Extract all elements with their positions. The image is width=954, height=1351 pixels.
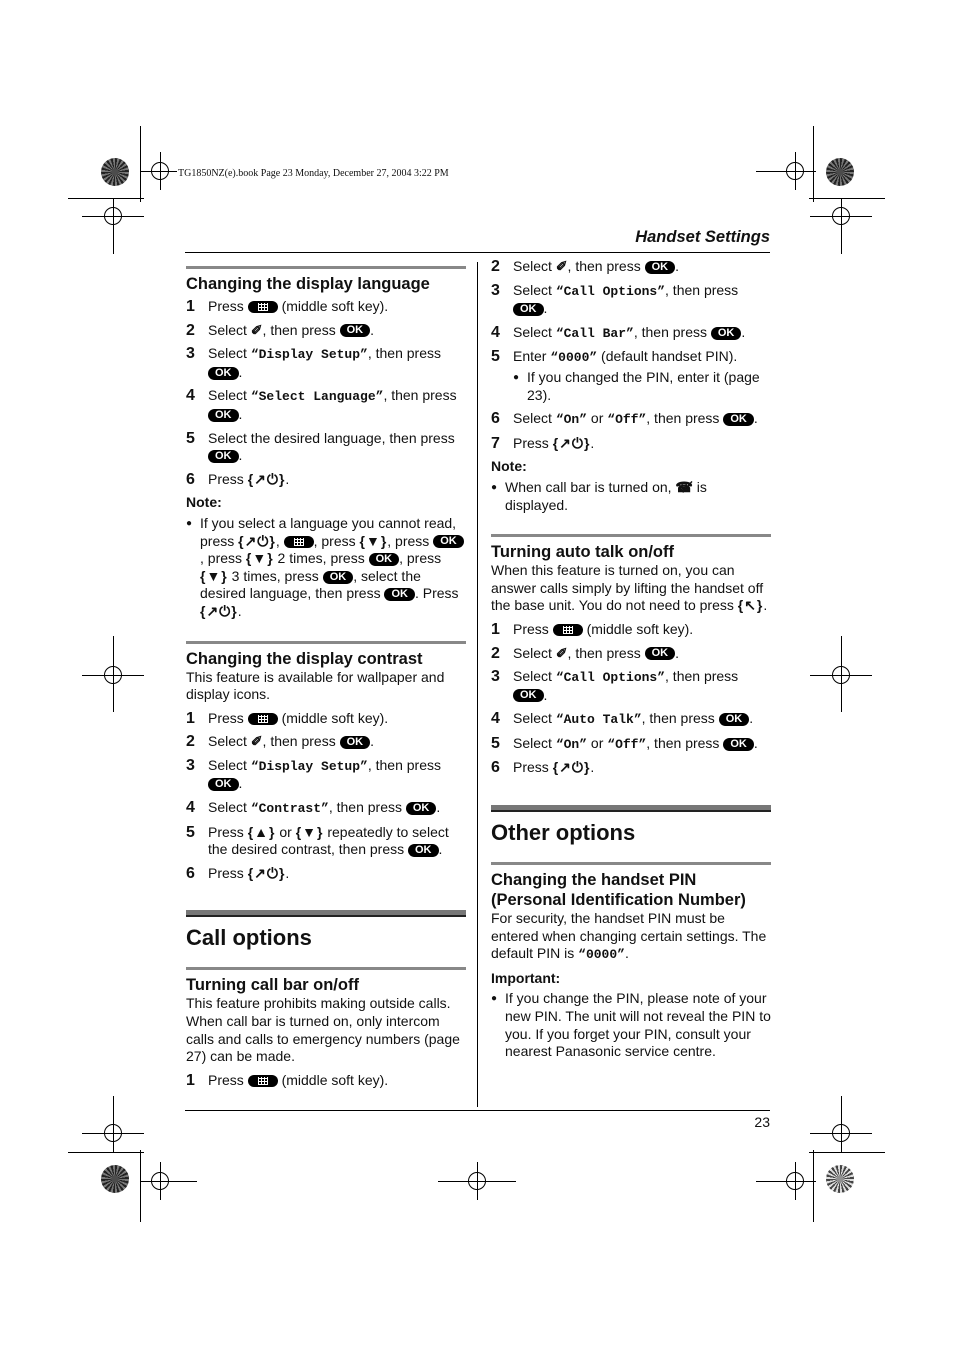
text: (middle soft key). [277, 298, 389, 314]
text: Select [513, 281, 556, 298]
step-number: 2 [491, 258, 500, 275]
bullet-text: If you changed the PIN, enter it (page 23). [527, 368, 760, 403]
menu-key-icon [284, 536, 314, 548]
step-text [513, 759, 771, 777]
step-text [208, 387, 466, 423]
text: or [275, 823, 296, 840]
text: . [590, 434, 595, 451]
text: Select [513, 668, 556, 685]
step-text [208, 710, 466, 728]
step [186, 733, 466, 751]
pin-value: “0000” [578, 947, 625, 963]
text: , then press [646, 410, 724, 427]
step [491, 435, 771, 453]
menu-item-name: “On” [555, 412, 588, 428]
text: , then press [328, 799, 406, 816]
ok-key-icon: OK [208, 409, 239, 422]
text: , then press [646, 734, 724, 751]
registration-disc-icon [826, 158, 854, 186]
down-key-icon: {▼} [245, 550, 274, 567]
text: , press [387, 532, 434, 549]
text: repeatedly to select the desired contrast, then press [208, 823, 449, 858]
ok-key-icon: OK [340, 736, 371, 749]
step-number: 3 [186, 756, 195, 774]
text: . [624, 945, 629, 962]
step [491, 258, 771, 276]
text: . [237, 602, 242, 619]
step [186, 865, 466, 883]
text: Press [513, 620, 553, 637]
running-head: Handset Settings [635, 228, 770, 246]
step [491, 668, 771, 704]
step-text [513, 668, 771, 704]
step-text [208, 471, 466, 489]
step-text [513, 282, 771, 318]
step-number: 4 [491, 323, 500, 341]
note-bullet [491, 479, 771, 514]
crosshair-line [160, 152, 161, 190]
menu-key-icon [248, 1075, 278, 1087]
talk-key-icon: {↖} [737, 597, 764, 614]
chapter-rule [186, 910, 466, 917]
text: , then press [641, 710, 719, 727]
ok-key-icon: OK [723, 738, 754, 751]
section-intro [491, 562, 771, 615]
step [491, 324, 771, 343]
ok-key-icon: OK [513, 689, 544, 702]
off-key-icon: {↗⏻} [247, 864, 286, 881]
text: . [438, 841, 443, 858]
ok-key-icon: OK [406, 802, 437, 815]
bullet-icon: ● [186, 517, 193, 529]
step-number: 3 [186, 345, 195, 363]
ok-key-icon: OK [723, 413, 754, 426]
step-number: 1 [186, 298, 195, 315]
step-text [208, 733, 466, 751]
step-number: 1 [186, 1071, 195, 1089]
crosshair-line [113, 198, 114, 254]
text: . [543, 686, 548, 703]
section-title: Changing the display language [186, 275, 430, 293]
text: Enter [513, 348, 551, 365]
section-rule [491, 534, 771, 537]
text: (middle soft key). [277, 1071, 389, 1088]
pin-value: “0000” [550, 350, 598, 366]
wrench-icon: ✐ [250, 321, 263, 338]
bullet-icon: ● [491, 481, 498, 493]
step-number: 2 [491, 644, 500, 662]
text: . [238, 405, 243, 422]
step-number: 6 [491, 410, 500, 428]
chapter-rule [491, 805, 771, 812]
text: . [675, 644, 679, 661]
off-key-icon: {↗⏻} [238, 532, 276, 549]
step [186, 1072, 466, 1090]
crop-mark [813, 126, 814, 202]
step [186, 710, 466, 728]
text: Select [513, 644, 556, 661]
text: (middle soft key). [582, 620, 694, 637]
ok-key-icon: OK [433, 535, 464, 548]
section-title: Changing the display contrast [186, 649, 423, 668]
step-text [208, 757, 466, 793]
crop-mark [68, 198, 144, 199]
text: , then press [665, 668, 739, 685]
text: Select [513, 323, 556, 340]
step-text [208, 322, 466, 340]
step [186, 430, 466, 465]
text: . [675, 258, 679, 274]
section-intro [491, 910, 771, 964]
text: . [285, 470, 290, 487]
text: When call bar is turned on, [505, 478, 676, 495]
menu-item-name: “On” [555, 736, 588, 752]
text: , press [399, 550, 442, 567]
text: . [238, 775, 243, 792]
text: . Press [414, 585, 459, 602]
call-bar-icon: ☎̸ [675, 478, 693, 495]
text: Press [208, 470, 248, 487]
crosshair-line [841, 636, 842, 712]
ok-key-icon: OK [208, 450, 239, 463]
step [491, 410, 771, 429]
step [186, 824, 466, 859]
step [491, 759, 771, 777]
text: is displayed. [505, 478, 707, 513]
step [491, 282, 771, 318]
step-text [208, 298, 466, 316]
text: . [749, 710, 754, 727]
right-column [491, 258, 771, 1067]
text: . [285, 864, 290, 881]
text: . [238, 363, 243, 380]
text: Select [208, 387, 251, 404]
text: 2 times, press [273, 550, 369, 567]
spacer [186, 888, 466, 910]
text: . [753, 734, 758, 751]
wrench-icon: ✐ [250, 733, 263, 750]
ok-key-icon: OK [408, 844, 439, 857]
step [186, 799, 466, 818]
menu-item-name: “Select Language” [250, 389, 384, 405]
text: Press [208, 864, 248, 881]
step [491, 710, 771, 729]
text: Press [208, 709, 248, 726]
section-rule [186, 266, 466, 269]
text: Select [513, 734, 556, 751]
step-number: 6 [186, 470, 195, 488]
ok-key-icon: OK [340, 324, 371, 337]
down-key-icon: {▼} [295, 823, 324, 840]
step-number: 2 [186, 321, 195, 339]
text: , [275, 532, 284, 549]
crosshair-line [756, 171, 816, 172]
section-title: Turning auto talk on/off [491, 543, 674, 562]
crosshair-line [141, 171, 177, 172]
text: , then press [367, 345, 441, 362]
step [186, 345, 466, 381]
note-text [505, 479, 771, 514]
step-text [513, 435, 771, 453]
step-number: 4 [491, 710, 500, 728]
menu-item-name: “Off” [607, 412, 647, 428]
step-number: 6 [186, 864, 195, 882]
text: Select [513, 258, 556, 274]
step-text [208, 824, 466, 859]
text: Select [208, 799, 251, 816]
off-key-icon: {↗⏻} [200, 602, 238, 619]
crosshair-line [841, 1096, 842, 1152]
step-text [513, 735, 771, 754]
step-text [513, 710, 771, 729]
section-title: Turning call bar on/off [186, 976, 359, 995]
ok-key-icon: OK [323, 571, 354, 584]
section-rule [186, 967, 466, 970]
crop-mark [809, 1152, 885, 1153]
important-label: Important: [491, 969, 561, 986]
step-number: 6 [491, 759, 500, 777]
step-bullet [491, 369, 771, 404]
ok-key-icon: OK [719, 713, 750, 726]
crosshair-line [141, 1181, 197, 1182]
menu-item-name: “Call Options” [555, 283, 666, 299]
ok-key-icon: OK [369, 553, 400, 566]
crosshair-line [477, 1162, 478, 1200]
text: , then press [262, 733, 340, 750]
step [491, 621, 771, 639]
section-title: Changing the handset PIN (Personal Identification Number) [491, 871, 746, 910]
spacer [186, 627, 466, 641]
menu-key-icon [553, 624, 583, 636]
text: , then press [633, 323, 711, 340]
step [186, 387, 466, 423]
step-number: 1 [491, 620, 500, 638]
text: 3 times, press [227, 567, 323, 584]
bullet-icon: ● [513, 371, 520, 383]
text: , then press [367, 756, 441, 773]
menu-key-icon [248, 301, 278, 313]
note-label: Note: [491, 458, 527, 475]
registration-disc-icon [826, 1165, 854, 1193]
ok-key-icon: OK [645, 261, 676, 274]
text: . [543, 300, 548, 317]
ok-key-icon: OK [208, 778, 239, 791]
up-key-icon: {▲} [247, 823, 276, 840]
step [491, 348, 771, 367]
crosshair-line [113, 1096, 114, 1152]
chapter-title: Call options [186, 925, 312, 951]
text: , then press [383, 387, 457, 404]
crosshair-line [795, 1162, 796, 1200]
chapter-title: Other options [491, 820, 636, 846]
text: Select [208, 733, 251, 750]
menu-item-name: “Off” [607, 736, 647, 752]
spacer [491, 520, 771, 534]
note-text [200, 515, 466, 621]
text: Select [513, 410, 556, 427]
left-column [186, 266, 466, 1095]
text: . [753, 410, 758, 427]
text: Select [513, 710, 556, 727]
step-text [513, 410, 771, 429]
text: . [590, 759, 595, 776]
ok-key-icon: OK [513, 303, 544, 316]
text: For security, the handset PIN must be entered when changing certain settings. The default PIN is [491, 910, 767, 962]
crosshair-line [756, 1181, 816, 1182]
step [186, 322, 466, 340]
note-label: Note: [186, 494, 222, 511]
step-number: 5 [186, 823, 195, 841]
down-key-icon: {▼} [200, 567, 228, 584]
crop-mark [809, 198, 885, 199]
crosshair-line [795, 152, 796, 190]
step-number: 1 [186, 709, 195, 727]
text: When this feature is turned on, you can answer calls simply by lifting the handset off the base unit. You do not need to press [491, 562, 764, 614]
text: . [741, 323, 746, 340]
page-number: 23 [754, 1114, 770, 1130]
menu-item-name: “Display Setup” [250, 758, 368, 774]
text: Select [208, 321, 251, 338]
section-rule [186, 641, 466, 644]
step-number: 2 [186, 733, 195, 751]
text: , then press [665, 281, 739, 298]
text: Select [208, 345, 251, 362]
ok-key-icon: OK [645, 647, 676, 660]
step-text [208, 865, 466, 883]
menu-key-icon [248, 713, 278, 725]
menu-item-name: “Call Options” [555, 670, 666, 686]
off-key-icon: {↗⏻} [247, 470, 286, 487]
bullet-text: If you change the PIN, please note of your new PIN. The unit will not reveal the PIN to you. If you forget your PIN, consult your nearest Panasonic service centre. [505, 990, 771, 1060]
ok-key-icon: OK [384, 588, 415, 601]
text: Press [208, 823, 248, 840]
step [186, 757, 466, 793]
text: (middle soft key). [277, 709, 389, 726]
menu-item-name: “Auto Talk” [555, 712, 642, 728]
text: Press [513, 759, 553, 776]
crosshair-line [160, 1162, 161, 1200]
registration-disc-icon [101, 1165, 129, 1193]
registration-disc-icon [101, 158, 129, 186]
step-number: 7 [491, 434, 500, 452]
text: If you select a language you cannot read, press [200, 514, 457, 549]
text: , then press [567, 258, 645, 274]
text: Press [513, 434, 553, 451]
text: . [370, 733, 374, 750]
crop-mark [140, 126, 141, 202]
print-info: TG1850NZ(e).book Page 23 Monday, December 27, 2004 3:22 PM [178, 168, 449, 179]
step-text [513, 324, 771, 343]
step [491, 735, 771, 754]
step-number: 5 [491, 734, 500, 752]
crop-mark [140, 1150, 141, 1222]
off-key-icon: {↗⏻} [552, 759, 591, 776]
wrench-icon: ✐ [555, 258, 568, 274]
crosshair-line [113, 636, 114, 712]
text: , then press [567, 644, 645, 661]
bullet-icon: ● [491, 993, 498, 1005]
menu-item-name: “Call Bar” [555, 325, 634, 341]
text: or [587, 410, 608, 427]
step-number: 4 [186, 799, 195, 817]
text: Press [208, 298, 248, 314]
step [491, 645, 771, 663]
off-key-icon: {↗⏻} [552, 434, 591, 451]
step-text [208, 345, 466, 381]
step-text [513, 348, 771, 367]
section-intro: This feature is available for wallpaper and display icons. [186, 668, 445, 703]
text: Select [208, 756, 251, 773]
ok-key-icon: OK [208, 367, 239, 380]
text: , select the desired language, then press [200, 567, 421, 602]
section-intro: This feature prohibits making outside calls. When call bar is turned on, only intercom calls and calls to emergency numbers (page 27) can be made. [186, 995, 460, 1065]
text: (default handset PIN). [597, 348, 738, 365]
footer-rule [185, 1110, 770, 1111]
text: Select the desired language, then press [208, 429, 455, 446]
step-number: 3 [491, 281, 500, 299]
step-text [513, 645, 771, 663]
step-text [208, 430, 466, 465]
section-rule [491, 862, 771, 865]
note-bullet [186, 515, 466, 621]
step-number: 3 [491, 668, 500, 686]
text: , then press [262, 321, 340, 338]
step [186, 298, 466, 316]
text: . [238, 447, 243, 464]
important-bullet [491, 990, 771, 1060]
step-number: 5 [491, 348, 500, 366]
text: Press [208, 1071, 248, 1088]
header-rule [185, 252, 770, 253]
down-key-icon: {▼} [359, 532, 388, 549]
text: , press [313, 532, 360, 549]
crop-mark [68, 1152, 144, 1153]
step [186, 471, 466, 489]
ok-key-icon: OK [711, 327, 742, 340]
crosshair-line [841, 198, 842, 254]
crop-mark [813, 1150, 814, 1222]
spacer [491, 783, 771, 805]
column-divider [477, 262, 478, 1107]
step-text [513, 621, 771, 639]
step-number: 5 [186, 429, 195, 447]
text: or [587, 734, 608, 751]
text: . [763, 597, 768, 614]
step-number: 4 [186, 387, 195, 405]
text: . [436, 799, 441, 816]
step-text [513, 258, 771, 276]
step-text [208, 1072, 466, 1090]
text: . [370, 321, 374, 338]
menu-item-name: “Contrast” [250, 801, 329, 817]
menu-item-name: “Display Setup” [250, 347, 368, 363]
step-text [208, 799, 466, 818]
text: , press [200, 550, 246, 567]
wrench-icon: ✐ [555, 644, 568, 661]
